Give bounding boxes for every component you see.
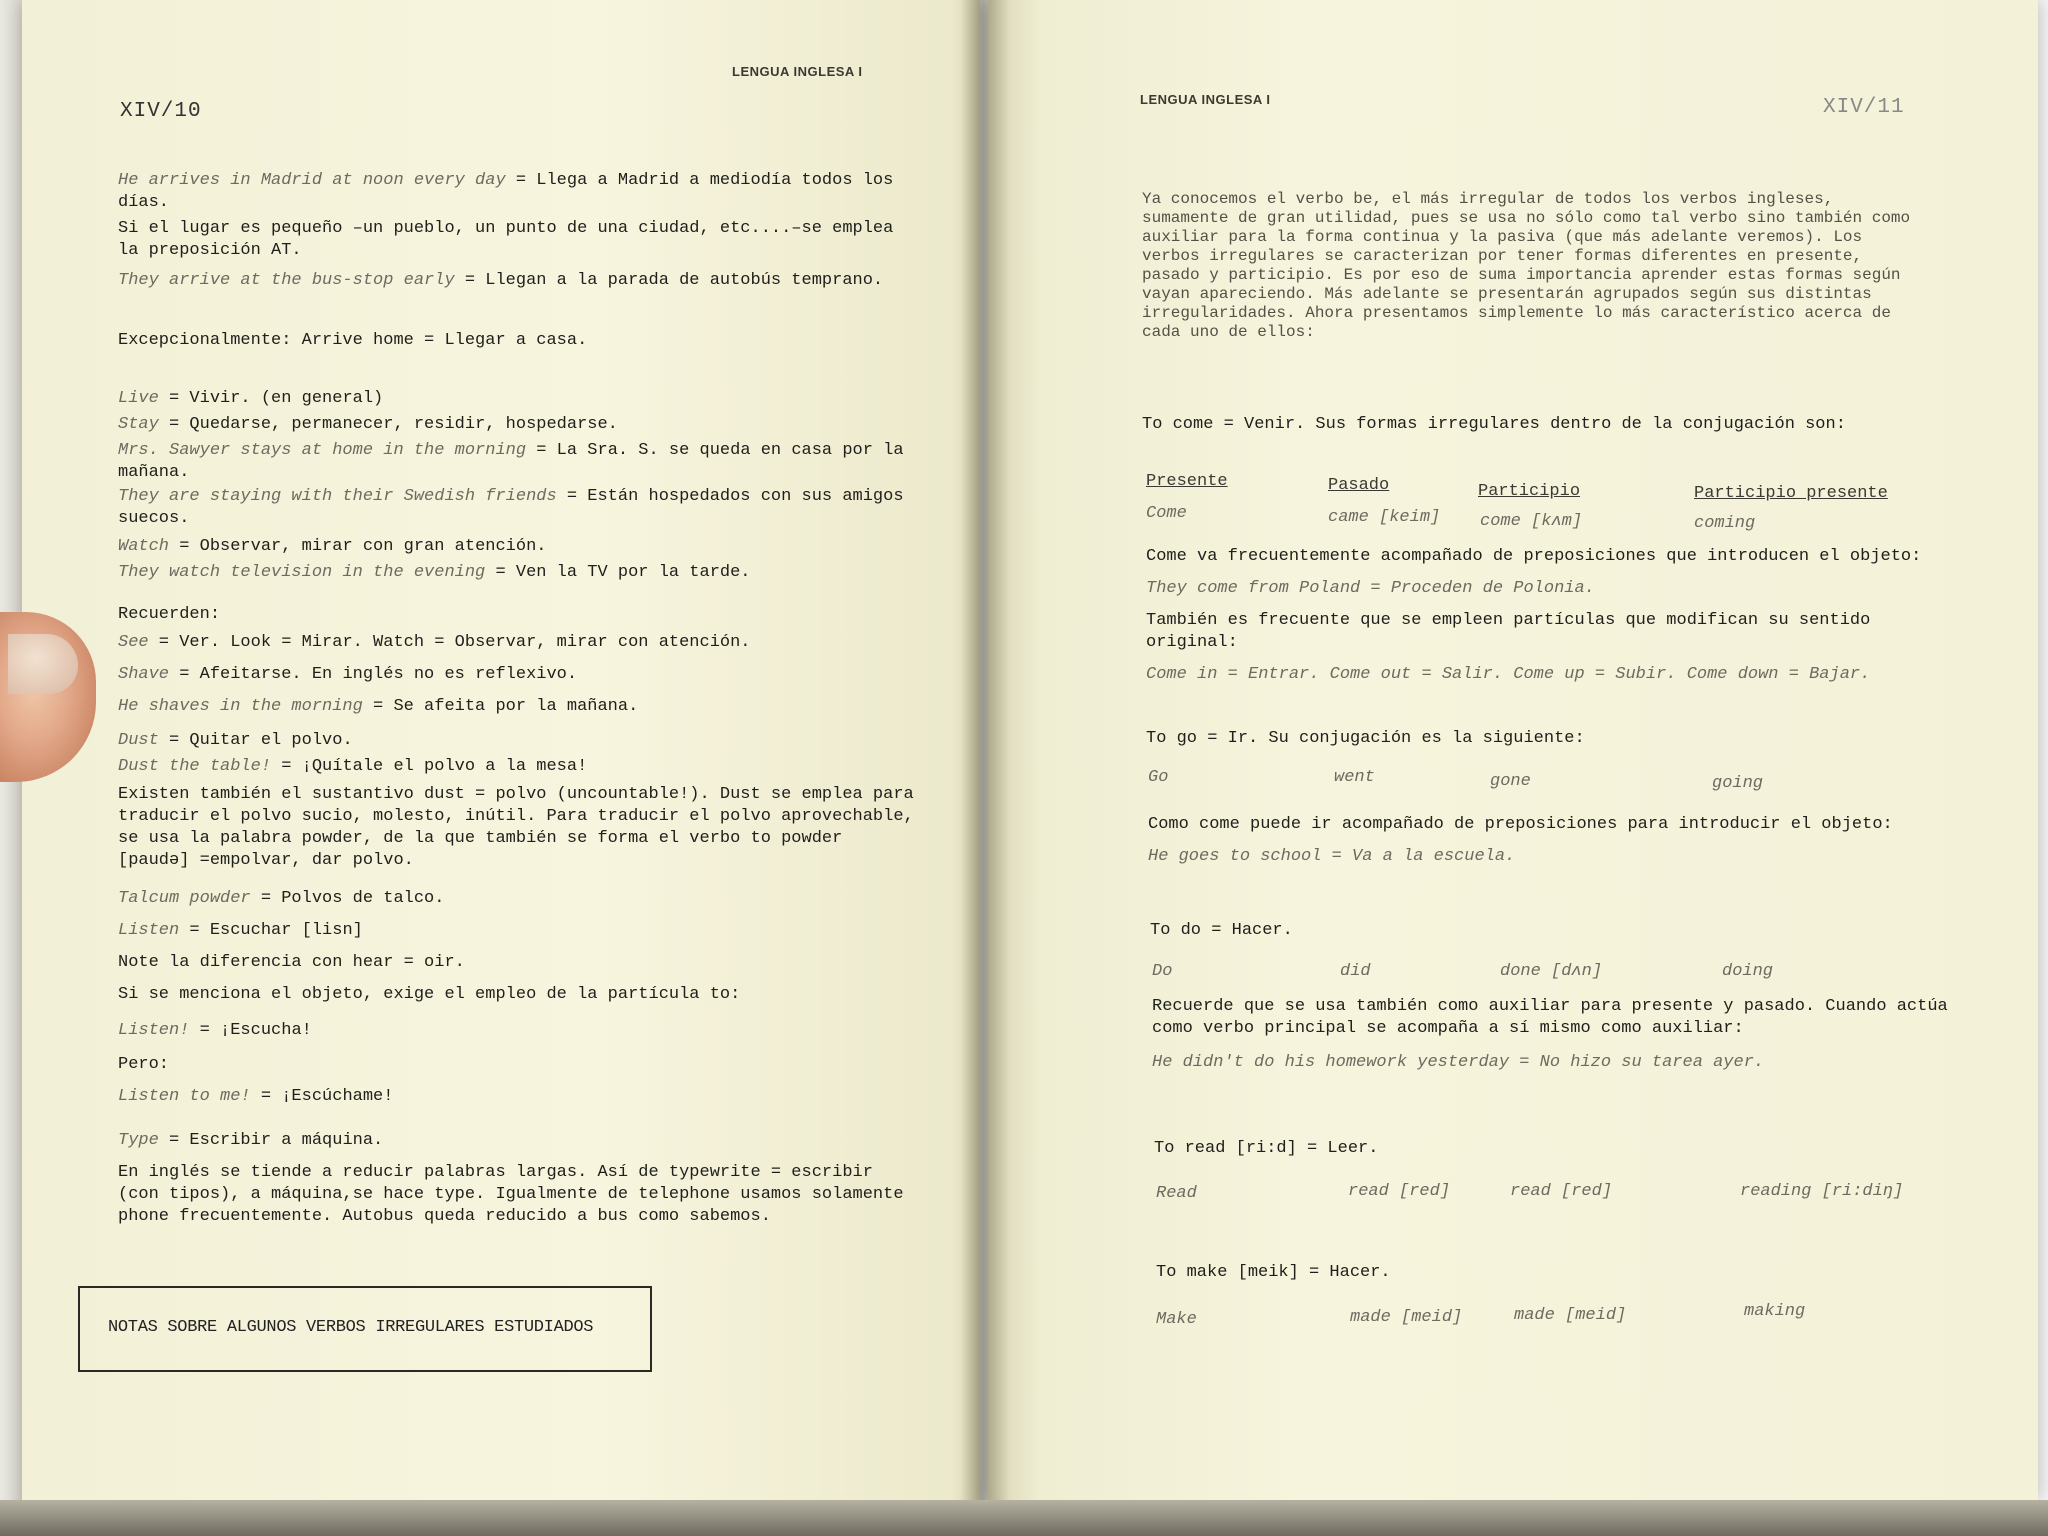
text-line: Si el lugar es pequeño –un pueblo, un punto de una ciudad, etc....–se emplea la preposición AT. (118, 219, 894, 260)
text-line: Type = Escribir a máquina. (118, 1131, 384, 1150)
form-cell: gone (1490, 772, 1531, 791)
to-come-heading: To come = Venir. Sus formas irregulares dentro de la conjugación son: (1142, 415, 1846, 434)
form-cell: Make (1156, 1310, 1197, 1329)
form-cell: did (1340, 962, 1371, 981)
text-line: Si se menciona el objeto, exige el empleo de la partícula to: (118, 985, 741, 1004)
table-surface (0, 1500, 2048, 1536)
col-header-participio: Participio (1478, 482, 1581, 501)
text-line: Note la diferencia con hear = oir. (118, 953, 465, 972)
section-title-box (78, 1286, 652, 1372)
text-line: Stay = Quedarse, permanecer, residir, hospedarse. (118, 415, 618, 434)
form-cell: made [meid] (1514, 1306, 1627, 1325)
note-line: Recuerde que se usa también como auxiliar para presente y pasado. Cuando actúa como verbo principal se acompaña a sí mismo como auxiliar: (1152, 997, 1948, 1038)
page-number: XIV/11 (1823, 96, 1905, 119)
page-number: XIV/10 (120, 100, 202, 123)
running-head: LENGUA INGLESA I (1140, 92, 1271, 107)
intro-paragraph: Ya conocemos el verbo be, el más irregular de todos los verbos ingleses, sumamente de gran utilidad, pues se usa no sólo como tal verbo sino también como auxiliar para la forma continua y la pasiva (que más adelante veremos). Los verbos irregulares se caracterizan por tener formas diferentes en presente, pasado y participio. Es por eso de suma importancia aprender estas formas según vayan apareciendo. Más adelante se presentarán agrupados según sus distintas irregularidades. Ahora presentamos simplemente lo más característico acerca de cada uno de ellos: (1142, 190, 1911, 341)
example-line: He didn't do his homework yesterday = No hizo su tarea ayer. (1152, 1053, 1765, 1072)
text-line: Watch = Observar, mirar con gran atención. (118, 537, 547, 556)
text-line: Pero: (118, 1055, 170, 1074)
to-make-heading: To make [meik] = Hacer. (1156, 1263, 1391, 1282)
text-line: Excepcionalmente: Arrive home = Llegar a casa. (118, 331, 588, 350)
text-line: Shave = Afeitarse. En inglés no es reflexivo. (118, 665, 578, 684)
form-cell: came [keim] (1328, 508, 1441, 527)
example-line: He goes to school = Va a la escuela. (1148, 847, 1516, 866)
form-cell: went (1334, 768, 1375, 787)
form-cell: doing (1722, 962, 1774, 981)
example-line: They come from Poland = Proceden de Polonia. (1146, 579, 1595, 598)
book-spine-shadow (960, 0, 1010, 1536)
to-go-heading: To go = Ir. Su conjugación es la siguiente: (1146, 729, 1585, 748)
text-line: They watch television in the evening = Ven la TV por la tarde. (118, 563, 751, 582)
note-line: También es frecuente que se empleen partículas que modifican su sentido original: (1146, 611, 1871, 652)
to-do-heading: To do = Hacer. (1150, 921, 1293, 940)
text-line: Listen to me! = ¡Escúchame! (118, 1087, 394, 1106)
form-cell: making (1744, 1302, 1806, 1321)
form-cell: Go (1148, 768, 1169, 787)
form-cell: coming (1694, 514, 1756, 533)
text-line: Listen = Escuchar [lisn] (118, 921, 363, 940)
note-line: Come va frecuentemente acompañado de preposiciones que introducen el objeto: (1146, 547, 1922, 566)
col-header-participio-presente: Participio presente (1694, 484, 1888, 503)
text-line: He shaves in the morning = Se afeita por la mañana. (118, 697, 639, 716)
form-cell: made [meid] (1350, 1308, 1463, 1327)
form-cell: come [kʌm] (1480, 512, 1583, 531)
form-cell: done [dʌn] (1500, 962, 1603, 981)
form-cell: Come (1146, 504, 1187, 523)
text-paragraph: En inglés se tiende a reducir palabras largas. Así de typewrite = escribir (con tipos), a máquina,se hace type. Igualmente de telephone usamos solamente phone frecuentemente. Autobus queda reducido a bus como sabemos. (118, 1163, 904, 1226)
text-line: He arrives in Madrid at noon every day = Llega a Madrid a mediodía todos los días. (118, 171, 894, 212)
text-line: Dust the table! = ¡Quítale el polvo a la mesa! (118, 757, 588, 776)
form-cell: read [red] (1348, 1182, 1451, 1201)
text-line: Recuerden: (118, 605, 221, 624)
running-head: LENGUA INGLESA I (732, 64, 863, 79)
thumbnail-nail (8, 634, 78, 694)
text-line: See = Ver. Look = Mirar. Watch = Observar, mirar con atención. (118, 633, 751, 652)
form-cell: Read (1156, 1184, 1197, 1203)
example-line: Come in = Entrar. Come out = Salir. Come up = Subir. Come down = Bajar. (1146, 665, 1871, 684)
left-page (22, 0, 980, 1520)
to-read-heading: To read [ri:d] = Leer. (1154, 1139, 1379, 1158)
right-page (988, 0, 2038, 1500)
text-line: Talcum powder = Polvos de talco. (118, 889, 445, 908)
text-line: They are staying with their Swedish friends = Están hospedados con sus amigos suecos. (118, 487, 904, 528)
text-line: Live = Vivir. (en general) (118, 389, 384, 408)
text-paragraph: Existen también el sustantivo dust = polvo (uncountable!). Dust se emplea para traducir el polvo sucio, molesto, inútil. Para traducir el polvo aprovechable, se usa la palabra powder, de la que también se forma el verbo to powder [paudə] =empolvar, dar polvo. (118, 785, 914, 870)
text-line: Dust = Quitar el polvo. (118, 731, 353, 750)
section-title: NOTAS SOBRE ALGUNOS VERBOS IRREGULARES ESTUDIADOS (108, 1318, 594, 1337)
col-header-presente: Presente (1146, 472, 1228, 491)
form-cell: going (1712, 774, 1764, 793)
text-line: Listen! = ¡Escucha! (118, 1021, 312, 1040)
text-line: They arrive at the bus-stop early = Llegan a la parada de autobús temprano. (118, 271, 884, 290)
note-line: Como come puede ir acompañado de preposiciones para introducir el objeto: (1148, 815, 1893, 834)
text-line: Mrs. Sawyer stays at home in the morning = La Sra. S. se queda en casa por la mañana. (118, 441, 904, 482)
form-cell: read [red] (1510, 1182, 1613, 1201)
col-header-pasado: Pasado (1328, 476, 1390, 495)
form-cell: Do (1152, 962, 1173, 981)
form-cell: reading [ri:diŋ] (1740, 1182, 1904, 1201)
